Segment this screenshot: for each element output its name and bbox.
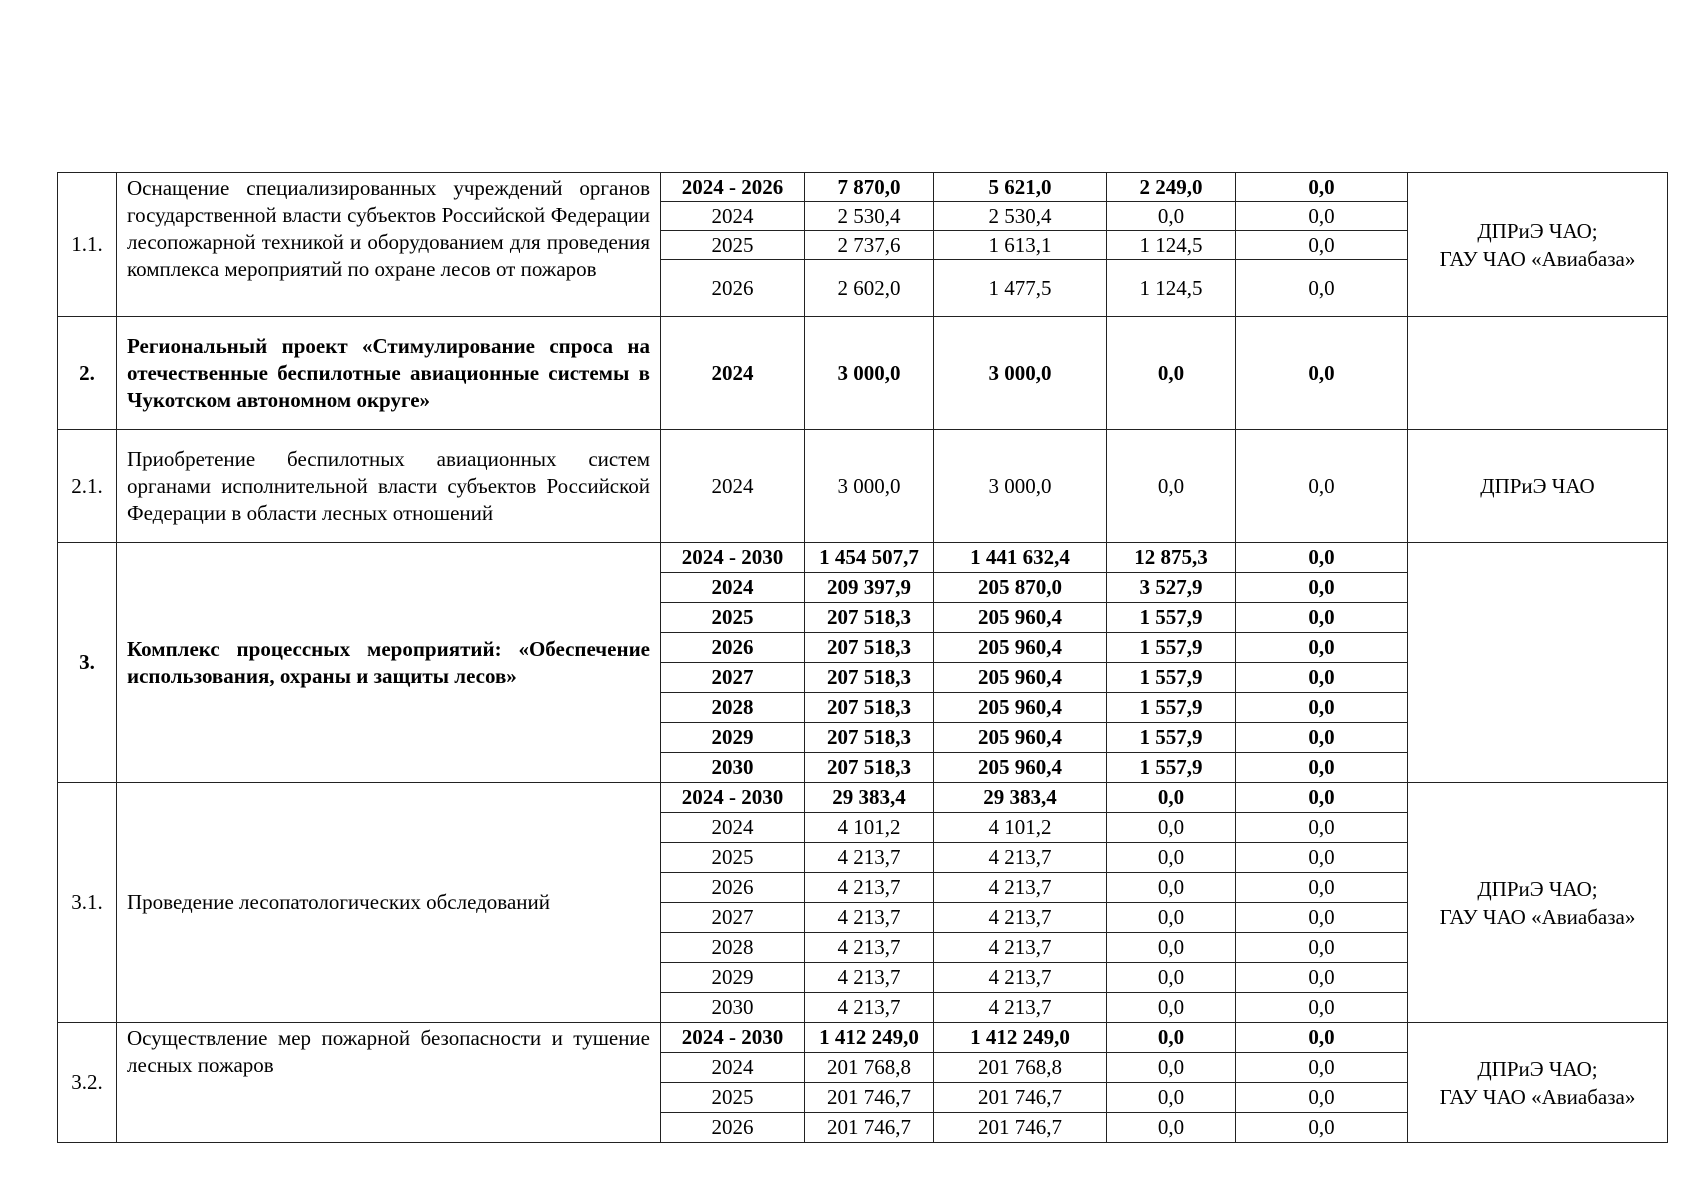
- period-cell: 2025: [661, 1083, 805, 1113]
- funding-table: [57, 172, 1668, 1143]
- amount-cell-total: 2 530,4: [805, 202, 934, 231]
- amount-cell-c2: 1 124,5: [1107, 231, 1236, 260]
- amount-cell-c2: 0,0: [1107, 963, 1236, 993]
- amount-cell-c3: 0,0: [1236, 903, 1408, 933]
- amount-cell-c2: 0,0: [1107, 1113, 1236, 1143]
- amount-cell-c1: 205 960,4: [934, 693, 1107, 723]
- period-cell: 2030: [661, 753, 805, 783]
- amount-cell-c3: 0,0: [1236, 173, 1408, 202]
- table-row: [58, 543, 1668, 573]
- amount-cell-c3: 0,0: [1236, 231, 1408, 260]
- period-cell: 2026: [661, 873, 805, 903]
- amount-cell-c1: 205 960,4: [934, 753, 1107, 783]
- amount-cell-total: 3 000,0: [805, 317, 934, 430]
- amount-cell-total: 1 412 249,0: [805, 1023, 934, 1053]
- amount-cell-total: 2 602,0: [805, 260, 934, 317]
- amount-cell-c2: 0,0: [1107, 1083, 1236, 1113]
- amount-cell-c2: 0,0: [1107, 873, 1236, 903]
- row-number: 2.1.: [58, 430, 117, 543]
- amount-cell-c1: 1 477,5: [934, 260, 1107, 317]
- amount-cell-c1: 3 000,0: [934, 317, 1107, 430]
- amount-cell-c1: 1 613,1: [934, 231, 1107, 260]
- period-cell: 2024 - 2030: [661, 543, 805, 573]
- amount-cell-c3: 0,0: [1236, 1083, 1408, 1113]
- period-cell: 2024 - 2026: [661, 173, 805, 202]
- amount-cell-c3: 0,0: [1236, 963, 1408, 993]
- amount-cell-total: 3 000,0: [805, 430, 934, 543]
- executor-line: ГАУ ЧАО «Авиабаза»: [1439, 904, 1636, 929]
- amount-cell-c3: 0,0: [1236, 843, 1408, 873]
- amount-cell-c3: 0,0: [1236, 1113, 1408, 1143]
- amount-cell-c2: 1 557,9: [1107, 603, 1236, 633]
- amount-cell-c2: 2 249,0: [1107, 173, 1236, 202]
- amount-cell-c1: 4 213,7: [934, 963, 1107, 993]
- amount-cell-c1: 2 530,4: [934, 202, 1107, 231]
- amount-cell-c1: 1 441 632,4: [934, 543, 1107, 573]
- amount-cell-c1: 4 213,7: [934, 933, 1107, 963]
- amount-cell-c1: 205 960,4: [934, 633, 1107, 663]
- amount-cell-total: 201 746,7: [805, 1083, 934, 1113]
- amount-cell-c3: 0,0: [1236, 783, 1408, 813]
- amount-cell-c1: 4 213,7: [934, 993, 1107, 1023]
- executor: [1408, 173, 1668, 317]
- amount-cell-c1: 201 746,7: [934, 1083, 1107, 1113]
- amount-cell-c2: 1 557,9: [1107, 663, 1236, 693]
- amount-cell-c3: 0,0: [1236, 573, 1408, 603]
- executor-line: ДПРиЭ ЧАО;: [1477, 1056, 1598, 1081]
- activity-name: Осуществление мер пожарной безопасности и тушение лесных пожаров: [117, 1023, 661, 1143]
- amount-cell-c2: 1 557,9: [1107, 723, 1236, 753]
- period-cell: 2025: [661, 843, 805, 873]
- amount-cell-c2: 0,0: [1107, 813, 1236, 843]
- amount-cell-c1: 201 746,7: [934, 1113, 1107, 1143]
- table-row: [58, 173, 1668, 202]
- amount-cell-c3: 0,0: [1236, 1023, 1408, 1053]
- period-cell: 2025: [661, 231, 805, 260]
- amount-cell-c3: 0,0: [1236, 663, 1408, 693]
- amount-cell-total: 207 518,3: [805, 693, 934, 723]
- amount-cell-c3: 0,0: [1236, 753, 1408, 783]
- executor: [1408, 1023, 1668, 1143]
- period-cell: 2024: [661, 202, 805, 231]
- amount-cell-c3: 0,0: [1236, 873, 1408, 903]
- amount-cell-c3: 0,0: [1236, 317, 1408, 430]
- period-cell: 2024 - 2030: [661, 1023, 805, 1053]
- amount-cell-c2: 0,0: [1107, 202, 1236, 231]
- amount-cell-c1: 205 960,4: [934, 603, 1107, 633]
- amount-cell-total: 207 518,3: [805, 663, 934, 693]
- activity-name: Проведение лесопатологических обследований: [117, 783, 661, 1023]
- period-cell: 2024: [661, 317, 805, 430]
- executor: [1408, 543, 1668, 783]
- amount-cell-total: 4 101,2: [805, 813, 934, 843]
- period-cell: 2028: [661, 933, 805, 963]
- amount-cell-c1: 205 960,4: [934, 723, 1107, 753]
- amount-cell-c3: 0,0: [1236, 1053, 1408, 1083]
- amount-cell-c2: 12 875,3: [1107, 543, 1236, 573]
- amount-cell-c1: 205 870,0: [934, 573, 1107, 603]
- amount-cell-c2: 0,0: [1107, 843, 1236, 873]
- amount-cell-c1: 4 101,2: [934, 813, 1107, 843]
- period-cell: 2024 - 2030: [661, 783, 805, 813]
- amount-cell-total: 1 454 507,7: [805, 543, 934, 573]
- period-cell: 2029: [661, 723, 805, 753]
- amount-cell-total: 201 746,7: [805, 1113, 934, 1143]
- table-row: [58, 317, 1668, 430]
- amount-cell-c3: 0,0: [1236, 933, 1408, 963]
- amount-cell-c2: 0,0: [1107, 1053, 1236, 1083]
- amount-cell-total: 7 870,0: [805, 173, 934, 202]
- amount-cell-total: 207 518,3: [805, 723, 934, 753]
- executor-line: ДПРиЭ ЧАО: [1480, 474, 1595, 498]
- executor-line: ГАУ ЧАО «Авиабаза»: [1439, 246, 1636, 271]
- executor: [1408, 783, 1668, 1023]
- table-body: [58, 173, 1668, 1143]
- amount-cell-c3: 0,0: [1236, 260, 1408, 317]
- table-row: [58, 430, 1668, 543]
- activity-name: Приобретение беспилотных авиационных систем органами исполнительной власти субъектов Российской Федерации в области лесных отношений: [117, 430, 661, 543]
- amount-cell-c2: 1 124,5: [1107, 260, 1236, 317]
- period-cell: 2026: [661, 633, 805, 663]
- period-cell: 2025: [661, 603, 805, 633]
- amount-cell-c1: 4 213,7: [934, 843, 1107, 873]
- amount-cell-c3: 0,0: [1236, 993, 1408, 1023]
- period-cell: 2024: [661, 813, 805, 843]
- amount-cell-c2: 1 557,9: [1107, 693, 1236, 723]
- amount-cell-c3: 0,0: [1236, 693, 1408, 723]
- amount-cell-c1: 29 383,4: [934, 783, 1107, 813]
- amount-cell-c2: 1 557,9: [1107, 753, 1236, 783]
- amount-cell-total: 4 213,7: [805, 993, 934, 1023]
- amount-cell-total: 4 213,7: [805, 873, 934, 903]
- row-number: 1.1.: [58, 173, 117, 317]
- period-cell: 2027: [661, 903, 805, 933]
- row-number: 3.: [58, 543, 117, 783]
- amount-cell-c1: 201 768,8: [934, 1053, 1107, 1083]
- amount-cell-c3: 0,0: [1236, 430, 1408, 543]
- amount-cell-total: 4 213,7: [805, 903, 934, 933]
- amount-cell-c2: 1 557,9: [1107, 633, 1236, 663]
- amount-cell-c3: 0,0: [1236, 202, 1408, 231]
- amount-cell-c3: 0,0: [1236, 543, 1408, 573]
- row-number: 3.2.: [58, 1023, 117, 1143]
- row-number: 2.: [58, 317, 117, 430]
- table-row: [58, 783, 1668, 813]
- activity-name: Комплекс процессных мероприятий: «Обеспечение использования, охраны и защиты лесов»: [117, 543, 661, 783]
- period-cell: 2024: [661, 430, 805, 543]
- executor: [1408, 317, 1668, 430]
- executor-line: ДПРиЭ ЧАО;: [1477, 218, 1598, 243]
- period-cell: 2028: [661, 693, 805, 723]
- amount-cell-c2: 0,0: [1107, 783, 1236, 813]
- amount-cell-c1: 4 213,7: [934, 873, 1107, 903]
- amount-cell-c2: 0,0: [1107, 993, 1236, 1023]
- executor-line: ГАУ ЧАО «Авиабаза»: [1439, 1084, 1636, 1109]
- amount-cell-total: 209 397,9: [805, 573, 934, 603]
- period-cell: 2024: [661, 573, 805, 603]
- amount-cell-c2: 0,0: [1107, 317, 1236, 430]
- amount-cell-total: 207 518,3: [805, 633, 934, 663]
- period-cell: 2029: [661, 963, 805, 993]
- amount-cell-c2: 0,0: [1107, 430, 1236, 543]
- amount-cell-total: 207 518,3: [805, 753, 934, 783]
- amount-cell-c3: 0,0: [1236, 723, 1408, 753]
- activity-name: Оснащение специализированных учреждений органов государственной власти субъектов Российской Федерации лесопожарной техникой и оборудованием для проведения комплекса мероприятий по охране лесов от пожаров: [117, 173, 661, 317]
- period-cell: 2027: [661, 663, 805, 693]
- executor: [1408, 430, 1668, 543]
- amount-cell-c1: 1 412 249,0: [934, 1023, 1107, 1053]
- activity-name: Региональный проект «Стимулирование спроса на отечественные беспилотные авиационные системы в Чукотском автономном округе»: [117, 317, 661, 430]
- amount-cell-c3: 0,0: [1236, 633, 1408, 663]
- amount-cell-total: 207 518,3: [805, 603, 934, 633]
- amount-cell-c2: 0,0: [1107, 903, 1236, 933]
- amount-cell-total: 4 213,7: [805, 933, 934, 963]
- executor-line: ДПРиЭ ЧАО;: [1477, 876, 1598, 901]
- amount-cell-total: 201 768,8: [805, 1053, 934, 1083]
- amount-cell-c3: 0,0: [1236, 603, 1408, 633]
- amount-cell-c1: 5 621,0: [934, 173, 1107, 202]
- amount-cell-c2: 3 527,9: [1107, 573, 1236, 603]
- table-row: [58, 1023, 1668, 1053]
- amount-cell-total: 4 213,7: [805, 843, 934, 873]
- row-number: 3.1.: [58, 783, 117, 1023]
- amount-cell-c1: 205 960,4: [934, 663, 1107, 693]
- amount-cell-c1: 3 000,0: [934, 430, 1107, 543]
- amount-cell-total: 4 213,7: [805, 963, 934, 993]
- amount-cell-total: 29 383,4: [805, 783, 934, 813]
- amount-cell-c1: 4 213,7: [934, 903, 1107, 933]
- amount-cell-c3: 0,0: [1236, 813, 1408, 843]
- amount-cell-c2: 0,0: [1107, 933, 1236, 963]
- amount-cell-total: 2 737,6: [805, 231, 934, 260]
- period-cell: 2024: [661, 1053, 805, 1083]
- period-cell: 2026: [661, 1113, 805, 1143]
- period-cell: 2026: [661, 260, 805, 317]
- amount-cell-c2: 0,0: [1107, 1023, 1236, 1053]
- period-cell: 2030: [661, 993, 805, 1023]
